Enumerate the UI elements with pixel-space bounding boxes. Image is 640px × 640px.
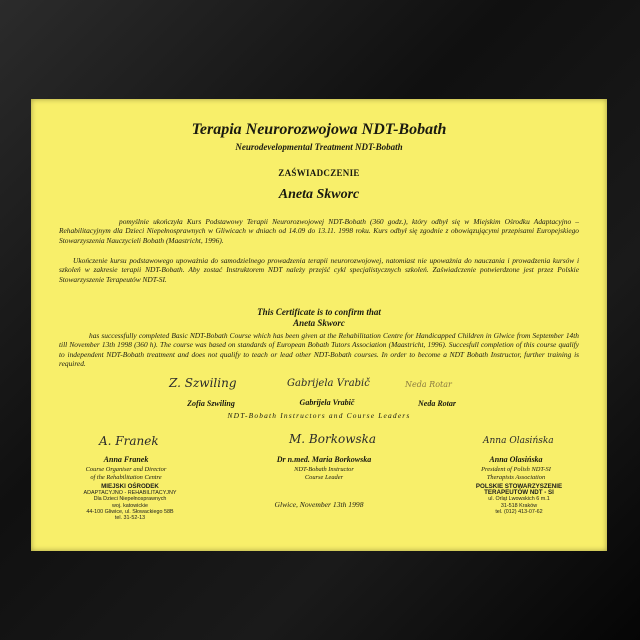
name-borkowska: Dr n.med. Maria Borkowska bbox=[276, 455, 372, 464]
stamp-ndt-si-association: POLSKIE STOWARZYSZENIE TERAPEUTÓW NDT - SI ul. Orląt Lwowskich 6 m.1 31-518 Kraków tel. (012) 413-07-62 bbox=[475, 483, 563, 515]
role-borkowska: NDT-Bobath Instructor Course Leader bbox=[294, 466, 354, 481]
recipient-name: Aneta Skworc bbox=[278, 187, 360, 202]
name-franek: Anna Franek bbox=[103, 455, 149, 464]
signature-szwiling: Z. Szwiling bbox=[169, 376, 237, 390]
signature-borkowska: M. Borkowska bbox=[289, 432, 377, 446]
place-and-date: Glwice, November 13th 1998 bbox=[274, 500, 364, 509]
signature-olasinska: Anna Olasińska bbox=[483, 436, 554, 446]
signature-rotar: Neda Rotar bbox=[405, 380, 452, 389]
english-paragraph: has successfully completed Basic NDT-Bobath Course which has been given at the Rehabilitation Centre for Handicapped Children in Glwice from September 14th till November 13th 1998 (360 h). The course was based on standards of European Bobath Tutors Association (Maastricht, 1996). Succesfull completion of this course qualify to independent NDT-Bobath treatment and does not qualify to teach or lead other NDT-Bobath courses. In order to become a NDT Bobath Instructor, further training is required. bbox=[59, 331, 579, 369]
certificate-paper bbox=[31, 99, 607, 551]
role-olasinska: President of Polish NDT-SI Therapists Association bbox=[481, 466, 551, 481]
document-label-rest: AŚWIADCZENIE bbox=[284, 168, 360, 178]
role-franek: Course Organiser and Director of the Rehabilitation Centre bbox=[85, 466, 167, 481]
signature-vrabic: Gabrijela Vrabič bbox=[287, 378, 370, 389]
name-olasinska: Anna Olasińska bbox=[489, 455, 543, 464]
signature-franek: A. Franek bbox=[99, 434, 159, 448]
leaders-caption: NDT-Bobath Instructors and Course Leaders bbox=[227, 411, 411, 420]
name-szwiling: Zofia Szwiling bbox=[187, 399, 235, 408]
document-label-initial: Z bbox=[278, 168, 285, 178]
polish-paragraph-1: pomyślnie ukończyła Kurs Podstawowy Terapii Neurorozwojowej NDT-Bobath (360 godz.), który odbył się w Miejskim Ośrodku Adaptacyjno – Rehabilitacyjnym dla Dzieci Niepełnosprawnych w Gliwicach w dniach od 14.09 do 13.11. 1998 roku. Kurs odbył się zgodnie z obowiązującymi przepisami Europejskiego Stowarzyszenia Nauczycieli Bobath (Maastricht, 1996). bbox=[59, 217, 579, 245]
name-rotar: Neda Rotar bbox=[418, 399, 456, 408]
certificate-subtitle: Neurodevelopmental Treatment NDT-Bobath bbox=[235, 142, 403, 152]
document-label bbox=[31, 168, 607, 178]
certificate-title: Terapia Neurorozwojowa NDT-Bobath bbox=[191, 121, 447, 138]
polish-paragraph-2: Ukończenie kursu podstawowego upoważnia do samodzielnego prowadzenia terapii neurorozwojowej, natomiast nie upoważnia do nauczania i prowadzenia kursów i szkoleń w zakresie terapii NDT-Bobath. Aby zostać Instruktorem NDT należy przejść cykl specjalistycznych szkoleń. Zaświadczenie potwierdzone jest przez Polskie Stowarzyszenie Terapeutów NDT-SI. bbox=[59, 256, 579, 284]
stamp-rehabilitation-centre: MIEJSKI OŚRODEK ADAPTACYJNO - REHABILITACYJNY Dla Dzieci Niepełnosprawnych woj. katowickie 44-100 Gliwice, ul. Słowackiego 58B tel. 31-52-13 bbox=[83, 483, 177, 522]
english-heading: This Certificate is to confirm that bbox=[257, 307, 381, 317]
english-recipient-name: Aneta Skworc bbox=[293, 318, 345, 328]
name-vrabic: Gabrijela Vrabič bbox=[299, 398, 355, 407]
